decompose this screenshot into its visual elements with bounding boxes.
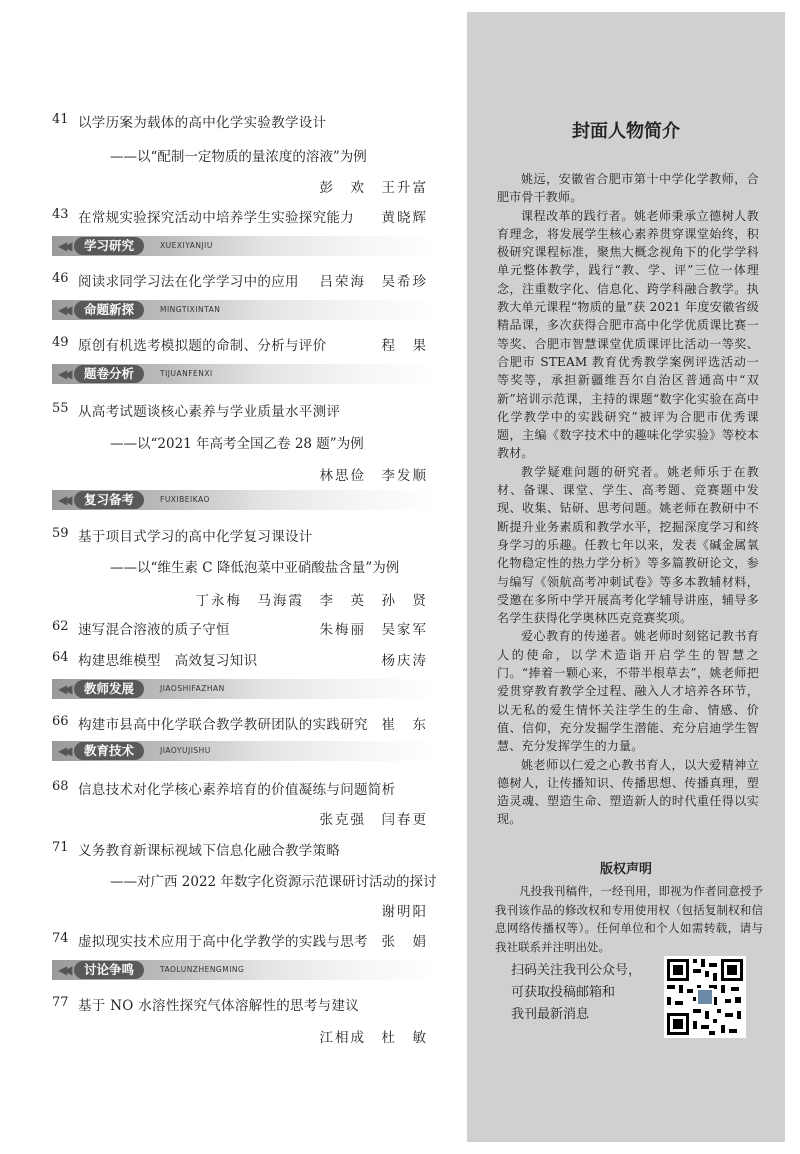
cover-person-panel	[467, 12, 785, 1142]
entry-title[interactable]: 速写混合溶液的质子守恒	[78, 622, 230, 638]
entry-title[interactable]: 信息技术对化学核心素养培育的价值凝练与问题简析	[78, 782, 396, 798]
entry-page-number: 62	[52, 619, 69, 634]
section-pinyin: MINGTIXINTAN	[160, 305, 221, 314]
section-label: 教师发展	[74, 680, 144, 698]
entry-page-number: 43	[52, 207, 69, 222]
entry-authors: 朱梅丽 吴家军	[319, 622, 428, 638]
entry-title[interactable]: 原创有机选考模拟题的命制、分析与评价	[78, 338, 327, 354]
entry-title[interactable]: 以学历案为载体的高中化学实验教学设计	[78, 115, 327, 131]
entry-title[interactable]: 构建市县高中化学联合教学教研团队的实践研究	[78, 717, 368, 733]
bio-paragraph: 课程改革的践行者。姚老师秉承立德树人教育理念，将发展学生核心素养贯穿课堂始终，积极研究课程标准，聚焦大概念视角下的化学学科单元整体教学，践行“教、学、评”三位一体理念，注重数字化、信息化、跨学科融合教学。执教大单元课程“物质的量”获 2021 年度安徽省级精品课，多次获得合肥市高中化学优质课比赛一等奖、合肥市智慧课堂优质课评比活动一等奖、合肥市 STEAM 教育优秀教学案例评选活动一等奖等，承担新疆维吾尔自治区普通高中“双新”培训示范课，主持的课题“数字化实验在高中化学教学中的实践研究”被评为合肥市优秀课题，主编《数字技术中的趣味化学实验》等校本教材。	[497, 208, 759, 461]
entry-page-number: 77	[52, 995, 69, 1010]
scan-instructions	[511, 960, 659, 1026]
section-header-jiaoyujishu	[52, 741, 438, 761]
bio-paragraph: 爱心教育的传递者。姚老师时刻铭记教书育人的使命，以学术造诣开启学生的智慧之门。“捧着一颗心来，不带半根草去”，姚老师把爱贯穿教育教学全过程、融入人才培养各环节，以无私的爱生情怀关注学生的生命、情感、价值、信仰，充分发掘学生潜能、充分启迪学生智慧、充分发挥学生的力量。	[497, 629, 759, 754]
entry-subtitle: ——以“配制一定物质的量浓度的溶液”为例	[110, 149, 367, 165]
scan-line: 可获取投稿邮箱和	[511, 985, 616, 1000]
bio-paragraph: 姚远，安徽省合肥市第十中学化学教师，合肥市骨干教师。	[497, 172, 759, 205]
entry-title[interactable]: 基于项目式学习的高中化学复习课设计	[78, 529, 313, 545]
section-pinyin: TIJUANFENXI	[160, 369, 213, 378]
double-arrow-icon: ◀◀	[58, 744, 69, 758]
bio-paragraph: 姚老师以仁爱之心教书育人，以大爱精神立德树人，让传播知识、传播思想、传播真理，塑造灵魂、塑造生命、塑造新人的时代重任得以实现。	[497, 757, 759, 827]
entry-subtitle: ——对广西 2022 年数字化资源示范课研讨活动的探讨	[110, 874, 437, 890]
entry-title[interactable]: 从高考试题谈核心素养与学业质量水平测评	[78, 404, 341, 420]
section-header-fuxibeikao	[52, 490, 438, 510]
bio-text	[497, 170, 759, 829]
section-label: 命题新探	[74, 301, 144, 319]
entry-subtitle: ——以“维生素 C 降低泡菜中亚硝酸盐含量”为例	[110, 560, 400, 576]
section-pinyin: TAOLUNZHENGMING	[160, 965, 245, 974]
double-arrow-icon: ◀◀	[58, 367, 69, 381]
entry-authors: 丁永梅 马海霞 李 英 孙 贤	[195, 593, 428, 609]
section-header-tijuanfenxi	[52, 364, 438, 384]
section-pinyin: FUXIBEIKAO	[160, 495, 210, 504]
section-label: 题卷分析	[74, 365, 144, 383]
section-header-mingtixintan	[52, 300, 438, 320]
entry-page-number: 46	[52, 271, 69, 286]
double-arrow-icon: ◀◀	[58, 303, 69, 317]
entry-page-number: 41	[52, 112, 69, 127]
entry-authors: 程 果	[381, 338, 428, 354]
scan-line: 我刊最新消息	[511, 1007, 590, 1022]
entry-authors: 江相成 杜 敏	[319, 1030, 428, 1046]
double-arrow-icon: ◀◀	[58, 682, 69, 696]
section-pinyin: XUEXIYANJIU	[160, 241, 213, 250]
entry-authors: 杨庆涛	[381, 653, 428, 669]
entry-subtitle: ——以“2021 年高考全国乙卷 28 题”为例	[110, 436, 364, 452]
double-arrow-icon: ◀◀	[58, 239, 69, 253]
copyright-title: 版权声明	[599, 862, 652, 877]
section-pinyin: JIAOSHIFAZHAN	[160, 684, 225, 693]
entry-page-number: 49	[52, 335, 69, 350]
section-header-jiaoshifazhan	[52, 679, 438, 699]
entry-title[interactable]: 基于 NO 水溶性探究气体溶解性的思考与建议	[78, 998, 360, 1014]
double-arrow-icon: ◀◀	[58, 493, 69, 507]
entry-title[interactable]: 阅读求同学习法在化学学习中的应用	[78, 274, 299, 290]
section-header-taolunzhengming	[52, 960, 438, 980]
section-header-xuexiyanjiu	[52, 236, 438, 256]
entry-page-number: 59	[52, 526, 69, 541]
entry-title[interactable]: 构建思维模型 高效复习知识	[78, 653, 258, 669]
panel-title: 封面人物简介	[572, 121, 680, 142]
double-arrow-icon: ◀◀	[58, 963, 69, 977]
section-label: 复习备考	[74, 491, 144, 509]
entry-authors: 张 娟	[381, 934, 428, 950]
entry-authors: 黄晓辉	[381, 210, 428, 226]
scan-line: 扫码关注我刊公众号，	[511, 963, 642, 978]
entry-authors: 吕荣海 吴希珍	[319, 274, 428, 290]
entry-page-number: 64	[52, 650, 69, 665]
entry-page-number: 74	[52, 931, 69, 946]
entry-page-number: 66	[52, 714, 69, 729]
entry-authors: 张克强 闫春更	[319, 812, 428, 828]
entry-authors: 谢明阳	[381, 904, 428, 920]
bio-paragraph: 教学疑难问题的研究者。姚老师乐于在教材、备课、课堂、学生、高考题、竞赛题中发现、收集、钻研、思考问题。姚老师在教研中不断提升业务素质和教学水平，挖掘深度学习和终身学习的乐趣。任教七年以来，发表《碱金属氧化物稳定性的热力学分析》等多篇教研论文，参与编写《领航高考冲刺试卷》等多本教辅材料，受邀在多所中学开展高考化学辅导讲座，辅导多名学生获得化学奥林匹克竞赛奖项。	[497, 464, 759, 626]
section-label: 讨论争鸣	[74, 961, 144, 979]
entry-title[interactable]: 在常规实验探究活动中培养学生实验探究能力	[78, 210, 354, 226]
section-label: 学习研究	[74, 237, 144, 255]
entry-page-number: 68	[52, 779, 69, 794]
qr-code-graphic	[664, 956, 746, 1038]
entry-authors: 崔 东	[381, 717, 428, 733]
entry-title[interactable]: 义务教育新课标视域下信息化融合教学策略	[78, 843, 341, 859]
entry-page-number: 55	[52, 401, 69, 416]
entry-authors: 彭 欢 王升富	[319, 180, 428, 196]
entry-page-number: 71	[52, 840, 69, 855]
qr-code-icon[interactable]	[664, 956, 746, 1038]
section-pinyin: JIAOYUJISHU	[160, 746, 211, 755]
entry-title[interactable]: 虚拟现实技术应用于高中化学教学的实践与思考	[78, 934, 368, 950]
copyright-text: 凡投我刊稿件，一经刊用，即视为作者同意授予我刊该作品的修改权和专用使用权（包括复制权和信息网络传播权等）。任何单位和个人如需转载，请与我社联系并注明出处。	[495, 884, 763, 954]
section-label: 教育技术	[74, 742, 144, 760]
entry-authors: 林思俭 李发顺	[319, 468, 428, 484]
